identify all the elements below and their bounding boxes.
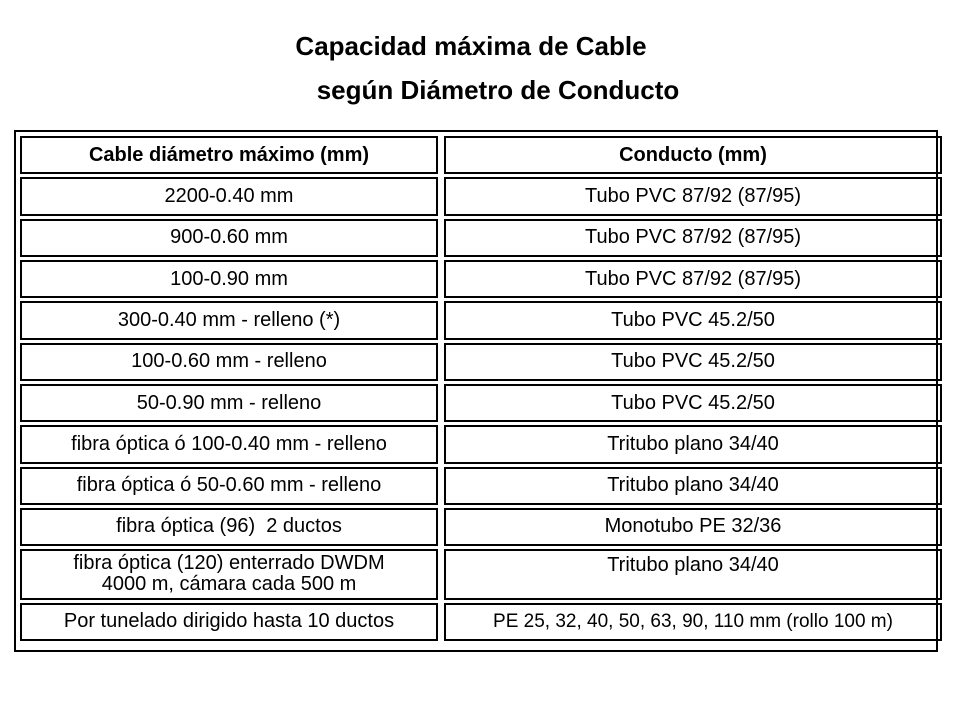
cell-conduit: Tubo PVC 87/92 (87/95) — [444, 177, 942, 215]
cell-conduit: Tritubo plano 34/40 — [444, 549, 942, 599]
cell-cable: fibra óptica ó 100-0.40 mm - relleno — [20, 425, 438, 463]
cell-cable — [20, 549, 438, 599]
table-row — [20, 603, 942, 641]
header-conduit: Conducto (mm) — [444, 136, 942, 174]
table-row — [20, 177, 942, 215]
cell-conduit: PE 25, 32, 40, 50, 63, 90, 110 mm (rollo 100 m) — [444, 603, 942, 641]
cell-conduit: Tubo PVC 45.2/50 — [444, 301, 942, 339]
cell-cable: fibra óptica ó 50-0.60 mm - relleno — [20, 467, 438, 505]
title-line-2: según Diámetro de Conducto — [316, 75, 680, 105]
table-row — [20, 219, 942, 257]
cell-conduit: Monotubo PE 32/36 — [444, 508, 942, 546]
cell-conduit: Tritubo plano 34/40 — [444, 467, 942, 505]
page-title — [0, 24, 960, 112]
table-row — [20, 508, 942, 546]
table-row — [20, 384, 942, 422]
cell-cable: Por tunelado dirigido hasta 10 ductos — [20, 603, 438, 641]
cell-cable: fibra óptica (96) 2 ductos — [20, 508, 438, 546]
cell-cable: 50-0.90 mm - relleno — [20, 384, 438, 422]
cell-cable: 100-0.90 mm — [20, 260, 438, 298]
capacity-table-frame — [14, 130, 938, 652]
cell-cable-line-2: 4000 m, cámara cada 500 m — [101, 573, 357, 596]
cell-conduit: Tritubo plano 34/40 — [444, 425, 942, 463]
table-row — [20, 260, 942, 298]
cell-cable: 300-0.40 mm - relleno (*) — [20, 301, 438, 339]
table-row — [20, 301, 942, 339]
header-cable-diameter: Cable diámetro máximo (mm) — [20, 136, 438, 174]
capacity-table — [20, 133, 942, 644]
cell-conduit: Tubo PVC 87/92 (87/95) — [444, 219, 942, 257]
table-row — [20, 343, 942, 381]
cell-cable: 100-0.60 mm - relleno — [20, 343, 438, 381]
cell-cable-line-1: fibra óptica (120) enterrado DWDM — [73, 552, 385, 575]
cell-conduit: Tubo PVC 45.2/50 — [444, 384, 942, 422]
table-row — [20, 467, 942, 505]
cell-conduit: Tubo PVC 45.2/50 — [444, 343, 942, 381]
table-row — [20, 549, 942, 599]
cell-cable: 2200-0.40 mm — [20, 177, 438, 215]
title-line-1: Capacidad máxima de Cable — [295, 31, 647, 61]
cell-cable: 900-0.60 mm — [20, 219, 438, 257]
cell-conduit: Tubo PVC 87/92 (87/95) — [444, 260, 942, 298]
table-row — [20, 425, 942, 463]
table-header-row — [20, 136, 942, 174]
